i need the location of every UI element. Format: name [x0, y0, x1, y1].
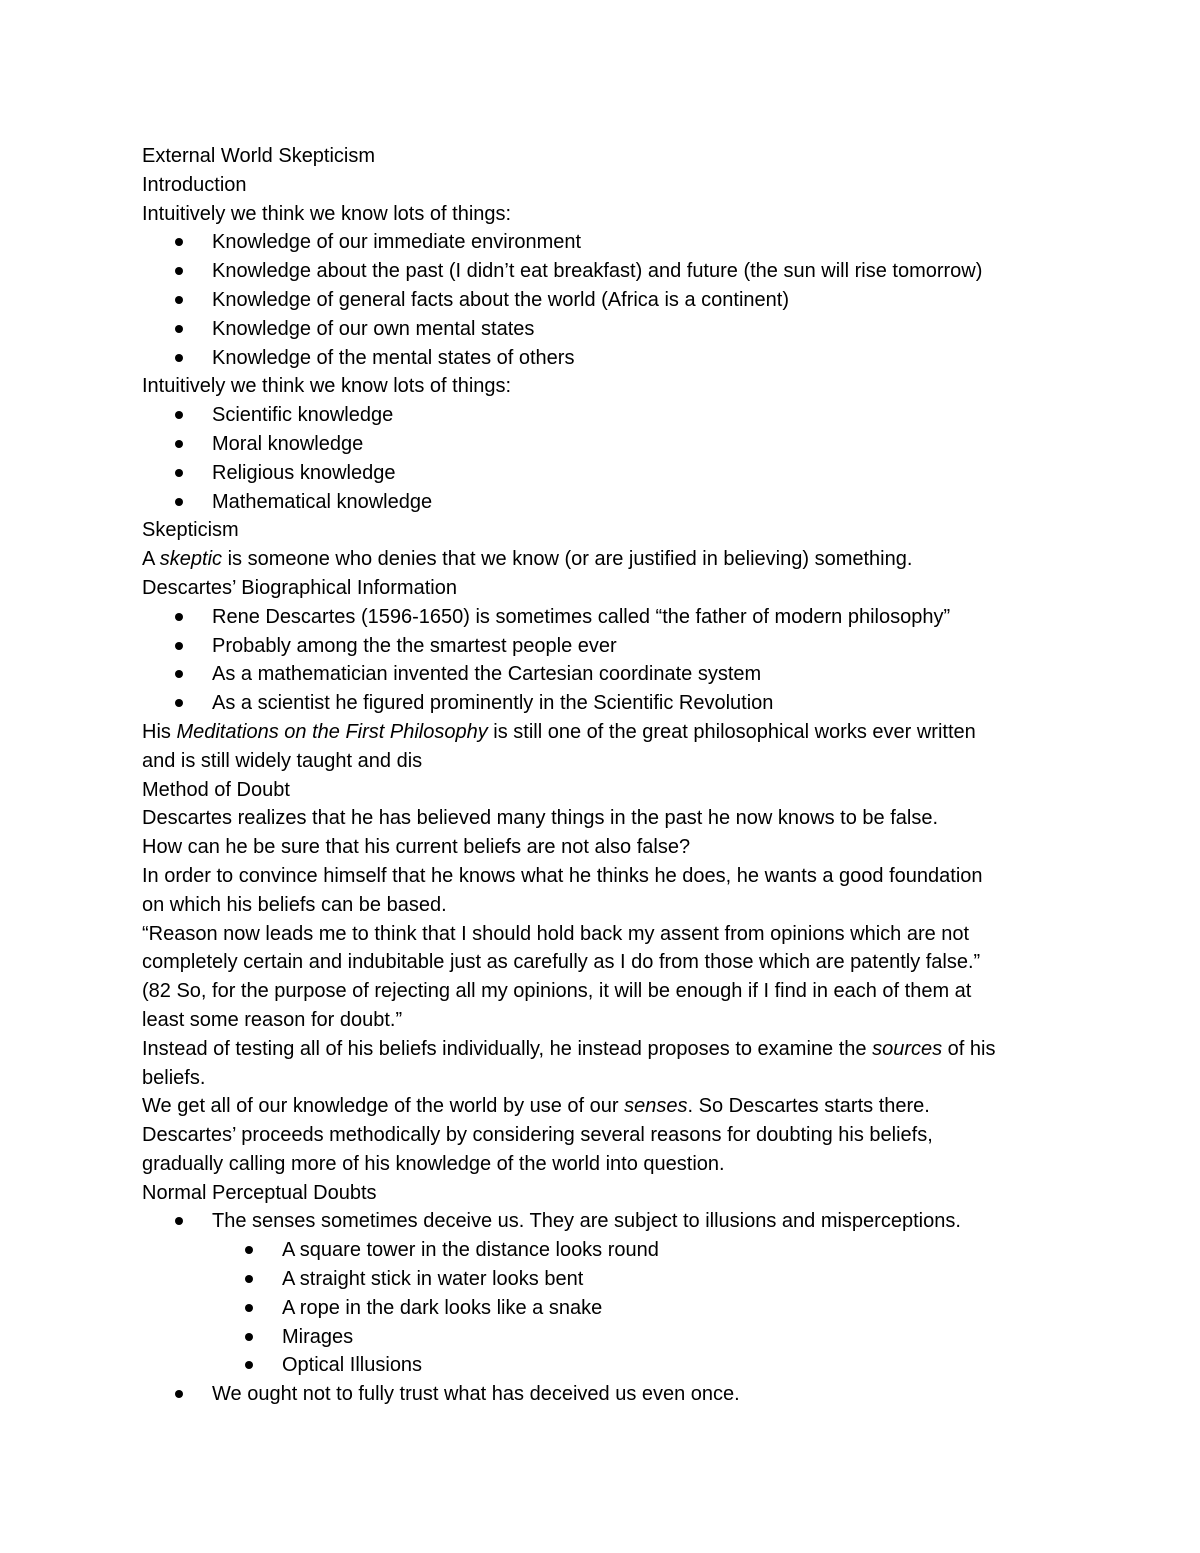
list-item: A rope in the dark looks like a snake — [142, 1294, 1072, 1323]
list-item: Optical Illusions — [142, 1351, 1072, 1380]
bullet-icon — [175, 267, 183, 275]
bullet-list — [142, 1207, 1072, 1409]
bullet-icon — [175, 296, 183, 304]
quote-line: (82 So, for the purpose of rejecting all my opinions, it will be enough if I find in each of them at — [142, 980, 972, 1003]
list-item: Knowledge of our immediate environment — [142, 228, 1072, 257]
section-heading-biography: Descartes’ Biographical Information — [142, 576, 457, 599]
bullet-icon — [175, 238, 183, 246]
nested-bullet-list — [142, 1236, 1072, 1380]
list-item: Mirages — [142, 1323, 1072, 1352]
document-body — [142, 142, 1072, 1409]
bullet-icon — [245, 1333, 253, 1341]
quote-line: least some reason for doubt.” — [142, 1008, 403, 1031]
bullet-icon — [245, 1275, 253, 1283]
bullet-icon — [245, 1361, 253, 1369]
list-item: Rene Descartes (1596-1650) is sometimes called “the father of modern philosophy” — [142, 603, 1072, 632]
bullet-icon — [175, 498, 183, 506]
list-item: Knowledge about the past (I didn’t eat breakfast) and future (the sun will rise tomorrow) — [142, 257, 1072, 286]
list-item: The senses sometimes deceive us. They are subject to illusions and misperceptions. — [142, 1207, 1072, 1236]
bullet-icon — [175, 469, 183, 477]
section-heading-introduction: Introduction — [142, 173, 247, 196]
sources-paragraph: Instead of testing all of his beliefs individually, he instead proposes to examine the sources of his — [142, 1037, 996, 1060]
bullet-icon — [175, 325, 183, 333]
bullet-icon — [175, 613, 183, 621]
bullet-icon — [175, 440, 183, 448]
bullet-icon — [175, 1390, 183, 1398]
list-item: As a mathematician invented the Cartesian coordinate system — [142, 660, 1072, 689]
list-item: We ought not to fully trust what has deceived us even once. — [142, 1380, 1072, 1409]
sources-paragraph-continued: beliefs. — [142, 1066, 206, 1089]
bullet-icon — [175, 699, 183, 707]
list-item: Probably among the the smartest people ever — [142, 632, 1072, 661]
bullet-list — [142, 401, 1072, 516]
quote-line: completely certain and indubitable just as carefully as I do from those which are patently false.” — [142, 951, 981, 974]
document-title: External World Skepticism — [142, 145, 376, 167]
paragraph: Intuitively we think we know lots of things: — [142, 375, 512, 398]
paragraph: Descartes realizes that he has believed many things in the past he now knows to be false. — [142, 807, 939, 830]
quote-line: “Reason now leads me to think that I should hold back my assent from opinions which are not — [142, 922, 970, 945]
paragraph-continued: on which his beliefs can be based. — [142, 893, 447, 916]
section-heading-skepticism: Skepticism — [142, 519, 239, 542]
bullet-icon — [175, 411, 183, 419]
senses-paragraph: We get all of our knowledge of the world by use of our senses. So Descartes starts there. — [142, 1095, 930, 1118]
paragraph-continued: gradually calling more of his knowledge of the world into question. — [142, 1152, 725, 1175]
list-item: Moral knowledge — [142, 430, 1072, 459]
paragraph: Descartes’ proceeds methodically by considering several reasons for doubting his beliefs, — [142, 1124, 933, 1147]
paragraph: Intuitively we think we know lots of things: — [142, 202, 512, 225]
bullet-icon — [175, 354, 183, 362]
bullet-icon — [175, 642, 183, 650]
list-item: Knowledge of the mental states of others — [142, 344, 1072, 373]
list-item: Scientific knowledge — [142, 401, 1072, 430]
meditations-paragraph: His Meditations on the First Philosophy is still one of the great philosophical works ever written — [142, 720, 976, 743]
meditations-paragraph-continued: and is still widely taught and dis — [142, 749, 423, 772]
skeptic-definition: A skeptic is someone who denies that we know (or are justified in believing) something. — [142, 548, 913, 571]
list-item: A square tower in the distance looks round — [142, 1236, 1072, 1265]
list-item: As a scientist he figured prominently in the Scientific Revolution — [142, 689, 1072, 718]
section-heading-method-of-doubt: Method of Doubt — [142, 778, 290, 801]
list-item: Religious knowledge — [142, 459, 1072, 488]
list-item: Mathematical knowledge — [142, 488, 1072, 517]
bullet-icon — [245, 1304, 253, 1312]
paragraph: In order to convince himself that he knows what he thinks he does, he wants a good foundation — [142, 864, 983, 887]
list-item: A straight stick in water looks bent — [142, 1265, 1072, 1294]
list-item: Knowledge of general facts about the world (Africa is a continent) — [142, 286, 1072, 315]
bullet-icon — [245, 1246, 253, 1254]
list-item: Knowledge of our own mental states — [142, 315, 1072, 344]
section-heading-normal-perceptual-doubts: Normal Perceptual Doubts — [142, 1181, 377, 1204]
paragraph: How can he be sure that his current beliefs are not also false? — [142, 836, 691, 859]
bullet-icon — [175, 670, 183, 678]
bullet-list — [142, 228, 1072, 372]
bullet-icon — [175, 1217, 183, 1225]
bullet-list — [142, 603, 1072, 718]
